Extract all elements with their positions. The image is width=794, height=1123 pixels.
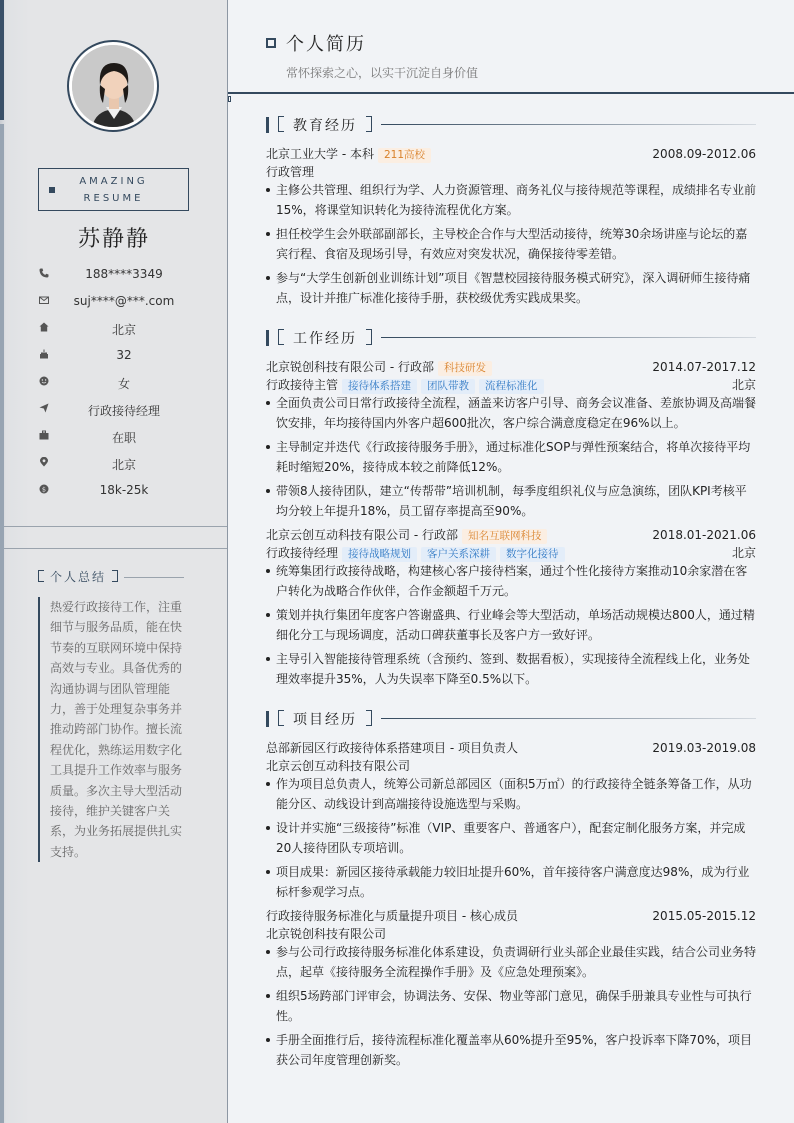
job-header (266, 358, 756, 376)
cake-icon (38, 349, 50, 361)
skill-tag: 团队带教 (421, 379, 475, 394)
industry-tag: 知名互联网科技 (462, 529, 548, 544)
briefcase-icon (38, 430, 50, 442)
list-item: 手册全面推行后，接待流程标准化覆盖率从60%提升至95%，客户投诉率下降70%，项目获公司年度管理创新奖。 (266, 1030, 756, 1070)
salary-icon (38, 484, 50, 496)
badge-square-icon (49, 187, 55, 193)
info-row-position (0, 400, 228, 420)
phone-icon (38, 268, 50, 280)
list-item: 参与“大学生创新创业训练计划”项目《智慧校园接待服务模式研究》，深入调研师生接待痛点，设计并推广标准化接待手册，获校级优秀实践成果奖。 (266, 268, 756, 308)
info-text: 在职 (111, 431, 136, 445)
list-item: 作为项目总负责人，统筹公司新总部园区（面积5万㎡）的行政接待全链条筹备工作，从功能分区、动线设计到高端接待设施选型与采购。 (266, 774, 756, 814)
job-header (266, 526, 756, 544)
project-name: 行政接待服务标准化与质量提升项目 - 核心成员 (266, 909, 518, 923)
info-text: 18k-25k (99, 483, 149, 497)
info-text: 北京 (111, 323, 136, 337)
page-title: 个人简历 (286, 34, 366, 55)
major: 行政管理 (266, 165, 315, 179)
summary-heading (38, 568, 106, 585)
info-text: 32 (116, 348, 132, 362)
project-date: 2015.05-2015.12 (652, 909, 756, 923)
school-tag: 211高校 (378, 148, 431, 163)
section-title: 项目经历 (293, 712, 357, 728)
badge-line1: AMAZING (79, 176, 148, 187)
info-row-age (0, 346, 228, 366)
info-row-phone (0, 265, 228, 285)
title-square-icon (266, 38, 276, 48)
header-notch (228, 96, 231, 102)
info-row-city (0, 319, 228, 339)
education-major-row (266, 163, 756, 181)
project-company-row (266, 925, 756, 943)
main-content (228, 0, 794, 1123)
industry-tag: 科技研发 (438, 361, 492, 376)
badge-line2: RESUME (83, 193, 144, 204)
email-icon (38, 295, 50, 307)
list-item: 参与公司行政接待服务标准化体系建设，负责调研行业头部企业最佳实践，结合公司业务特点，起草《接待服务全流程操作手册》及《应急处理预案》。 (266, 942, 756, 982)
list-item: 项目成果：新园区接待承载能力较旧址提升60%，首年接待客户满意度达98%，成为行业标杆参观学习点。 (266, 862, 756, 902)
job-role-row (266, 376, 756, 394)
project-header (266, 739, 756, 757)
job-city: 北京 (731, 546, 756, 560)
project-company-row (266, 757, 756, 775)
info-row-email (0, 292, 228, 312)
list-item: 组织5场跨部门评审会，协调法务、安保、物业等部门意见，确保手册兼具专业性与可执行性。 (266, 986, 756, 1026)
list-item: 统筹集团行政接待战略，构建核心客户接待档案，通过个性化接待方案推动10余家潜在客户转化为战略合作伙伴，合作金额超千万元。 (266, 561, 756, 601)
info-row-salary (0, 481, 228, 501)
info-row-gender (0, 373, 228, 393)
section-heading-project (266, 709, 756, 729)
sidebar (0, 0, 228, 1123)
list-item: 设计并实施“三级接待”标准（VIP、重要客户、普通客户），配套定制化服务方案，并完成20人接待团队专项培训。 (266, 818, 756, 858)
bracket-right-icon (112, 570, 118, 582)
school-name: 北京工业大学 - 本科 (266, 147, 374, 161)
project-name: 总部新园区行政接待体系搭建项目 - 项目负责人 (266, 741, 518, 755)
job-date: 2018.01-2021.06 (652, 528, 756, 542)
location-icon (38, 457, 50, 469)
skill-tag: 流程标准化 (479, 379, 544, 394)
portrait-photo (72, 45, 154, 127)
education-date: 2008.09-2012.06 (652, 147, 756, 161)
skill-tag: 客户关系深耕 (421, 547, 496, 562)
info-row-location (0, 454, 228, 474)
section-title: 教育经历 (293, 118, 357, 134)
education-header (266, 145, 756, 163)
section-title: 工作经历 (293, 331, 357, 347)
info-text: 北京 (111, 458, 136, 472)
list-item: 策划并执行集团年度客户答谢盛典、行业峰会等大型活动，单场活动规模达800人，通过精细化分工与现场调度，活动口碑获董事长及客户方一致好评。 (266, 605, 756, 645)
list-item: 主修公共管理、组织行为学、人力资源管理、商务礼仪与接待规范等课程，成绩排名专业前15%，将课堂知识转化为接待流程优化方案。 (266, 180, 756, 220)
list-item: 主导制定并迭代《行政接待服务手册》，通过标准化SOP与弹性预案结合，将单次接待平均耗时缩短20%，接待成本较之前降低12%。 (266, 437, 756, 477)
summary-text: 热爱行政接待工作，注重细节与服务品质，能在快节奏的互联网环境中保持高效与专业。具备优秀的沟通协调与团队管理能力，善于处理复杂事务并推动跨部门协作。擅长流程优化，熟练运用数字化工具提升工作效率与服务质量。多次主导大型活动接待，维护关键客户关系，为业务拓展提供扎实支持。 (38, 597, 188, 862)
list-item: 主导引入智能接待管理系统（含预约、签到、数据看板），实现接待全流程线上化，业务处理效率提升35%，人为失误率下降至0.5%以下。 (266, 649, 756, 689)
sidebar-divider (4, 548, 227, 549)
summary-heading-line (124, 577, 184, 578)
section-heading-work (266, 328, 756, 348)
job-role: 行政接待主管 (266, 378, 339, 392)
list-item: 带领8人接待团队，建立“传帮带”培训机制，每季度组织礼仪与应急演练，团队KPI考核平均分较上年提升18%，员工留存率提高至90%。 (266, 481, 756, 521)
send-icon (38, 403, 50, 415)
skill-tag: 接待体系搭建 (342, 379, 417, 394)
info-text: 女 (117, 377, 130, 391)
company-name: 北京锐创科技有限公司 - 行政部 (266, 360, 434, 374)
info-row-status (0, 427, 228, 447)
resume-badge (38, 168, 189, 211)
page-subtitle: 常怀探索之心，以实干沉淀自身价值 (286, 66, 479, 80)
svg-text:$: $ (41, 485, 47, 494)
list-item: 全面负责公司日常行政接待全流程，涵盖来访客户引导、商务会议准备、差旅协调及高端餐饮安排，年均接待国内外客户超600批次，客户综合满意度稳定在96%以上。 (266, 393, 756, 433)
sidebar-accent-stripe (0, 0, 4, 120)
list-item: 担任校学生会外联部副部长，主导校企合作与大型活动接待，统筹30余场讲座与论坛的嘉宾行程、食宿及现场引导，有效应对突发状况，确保接待零差错。 (266, 224, 756, 264)
info-text: suj****@***.com (73, 294, 175, 308)
project-date: 2019.03-2019.08 (652, 741, 756, 755)
header-divider (228, 92, 794, 94)
skill-tag: 接待战略规划 (342, 547, 417, 562)
job-role: 行政接待经理 (266, 546, 339, 560)
job-date: 2014.07-2017.12 (652, 360, 756, 374)
section-heading-education (266, 115, 756, 135)
project-company: 北京云创互动科技有限公司 (266, 759, 411, 773)
company-name: 北京云创互动科技有限公司 - 行政部 (266, 528, 458, 542)
smile-icon (38, 376, 50, 388)
person-name: 苏静静 (77, 227, 150, 252)
info-text: 188****3349 (85, 267, 163, 281)
job-role-row (266, 544, 756, 562)
skill-tag: 数字化接待 (500, 547, 565, 562)
avatar (67, 40, 159, 132)
summary-title: 个人总结 (50, 570, 107, 584)
job-city: 北京 (731, 378, 756, 392)
project-header (266, 907, 756, 925)
sidebar-divider (4, 526, 227, 527)
project-company: 北京锐创科技有限公司 (266, 927, 387, 941)
bracket-left-icon (38, 570, 44, 582)
home-icon (38, 322, 50, 334)
info-text: 行政接待经理 (87, 404, 160, 418)
